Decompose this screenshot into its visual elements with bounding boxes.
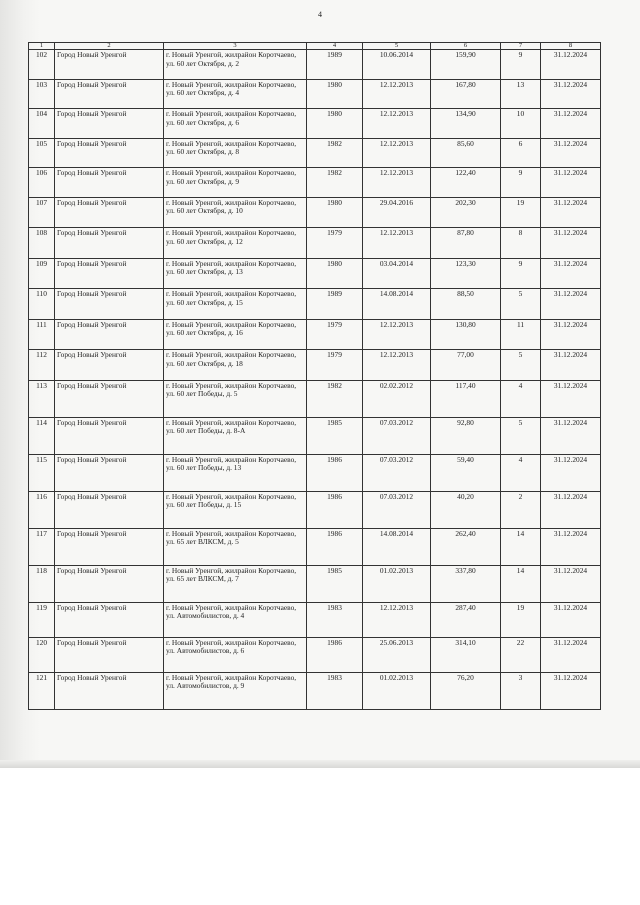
table-header-row [29, 43, 601, 50]
address-cell: г. Новый Уренгой, жилрайон Коротчаево, ул. 60 лет Октября, д. 12 [164, 228, 307, 259]
date-cell: 02.02.2012 [363, 380, 431, 417]
date-cell: 07.03.2012 [363, 491, 431, 528]
column-header: 2 [55, 43, 164, 50]
area-cell: 337,80 [431, 565, 501, 602]
table-row [29, 258, 601, 289]
row-number: 107 [29, 197, 55, 228]
address-cell: г. Новый Уренгой, жилрайон Коротчаево, ул. 60 лет Победы, д. 15 [164, 491, 307, 528]
row-number: 120 [29, 637, 55, 672]
column-header: 3 [164, 43, 307, 50]
year-cell: 1985 [307, 565, 363, 602]
scan-bottom-edge [0, 760, 640, 768]
deadline-cell: 31.12.2024 [541, 565, 601, 602]
municipality-cell: Город Новый Уренгой [55, 350, 164, 381]
row-number: 112 [29, 350, 55, 381]
table-row [29, 138, 601, 168]
row-number: 114 [29, 417, 55, 454]
date-cell: 07.03.2012 [363, 454, 431, 491]
area-cell: 40,20 [431, 491, 501, 528]
municipality-cell: Город Новый Уренгой [55, 565, 164, 602]
deadline-cell: 31.12.2024 [541, 637, 601, 672]
date-cell: 03.04.2014 [363, 258, 431, 289]
table-row [29, 672, 601, 709]
deadline-cell: 31.12.2024 [541, 454, 601, 491]
year-cell: 1982 [307, 380, 363, 417]
table-row [29, 454, 601, 491]
row-number: 115 [29, 454, 55, 491]
date-cell: 12.12.2013 [363, 168, 431, 198]
count-cell: 11 [501, 319, 541, 350]
count-cell: 13 [501, 79, 541, 109]
municipality-cell: Город Новый Уренгой [55, 79, 164, 109]
address-cell: г. Новый Уренгой, жилрайон Коротчаево, ул. 60 лет Октября, д. 4 [164, 79, 307, 109]
deadline-cell: 31.12.2024 [541, 79, 601, 109]
municipality-cell: Город Новый Уренгой [55, 258, 164, 289]
deadline-cell: 31.12.2024 [541, 289, 601, 320]
table-row [29, 350, 601, 381]
date-cell: 01.02.2013 [363, 565, 431, 602]
address-cell: г. Новый Уренгой, жилрайон Коротчаево, ул. 60 лет Победы, д. 13 [164, 454, 307, 491]
table-row [29, 491, 601, 528]
year-cell: 1979 [307, 319, 363, 350]
row-number: 118 [29, 565, 55, 602]
year-cell: 1983 [307, 672, 363, 709]
count-cell: 3 [501, 672, 541, 709]
year-cell: 1989 [307, 50, 363, 80]
table-row [29, 528, 601, 565]
date-cell: 12.12.2013 [363, 109, 431, 139]
date-cell: 14.08.2014 [363, 528, 431, 565]
count-cell: 4 [501, 454, 541, 491]
address-cell: г. Новый Уренгой, жилрайон Коротчаево, ул. 60 лет Октября, д. 2 [164, 50, 307, 80]
area-cell: 85,60 [431, 138, 501, 168]
row-number: 116 [29, 491, 55, 528]
area-cell: 314,10 [431, 637, 501, 672]
table-row [29, 168, 601, 198]
area-cell: 262,40 [431, 528, 501, 565]
year-cell: 1986 [307, 528, 363, 565]
address-cell: г. Новый Уренгой, жилрайон Коротчаево, ул. 60 лет Октября, д. 18 [164, 350, 307, 381]
municipality-cell: Город Новый Уренгой [55, 602, 164, 637]
area-cell: 287,40 [431, 602, 501, 637]
deadline-cell: 31.12.2024 [541, 672, 601, 709]
row-number: 121 [29, 672, 55, 709]
address-cell: г. Новый Уренгой, жилрайон Коротчаево, ул. 60 лет Октября, д. 13 [164, 258, 307, 289]
row-number: 105 [29, 138, 55, 168]
count-cell: 9 [501, 50, 541, 80]
date-cell: 25.06.2013 [363, 637, 431, 672]
column-header: 6 [431, 43, 501, 50]
address-cell: г. Новый Уренгой, жилрайон Коротчаево, ул. 65 лет ВЛКСМ, д. 5 [164, 528, 307, 565]
year-cell: 1979 [307, 350, 363, 381]
area-cell: 159,90 [431, 50, 501, 80]
municipality-cell: Город Новый Уренгой [55, 109, 164, 139]
municipality-cell: Город Новый Уренгой [55, 528, 164, 565]
year-cell: 1980 [307, 109, 363, 139]
address-cell: г. Новый Уренгой, жилрайон Коротчаево, ул. 60 лет Победы, д. 8-А [164, 417, 307, 454]
deadline-cell: 31.12.2024 [541, 109, 601, 139]
deadline-cell: 31.12.2024 [541, 602, 601, 637]
count-cell: 19 [501, 602, 541, 637]
municipality-cell: Город Новый Уренгой [55, 168, 164, 198]
address-cell: г. Новый Уренгой, жилрайон Коротчаево, ул. 65 лет ВЛКСМ, д. 7 [164, 565, 307, 602]
deadline-cell: 31.12.2024 [541, 319, 601, 350]
count-cell: 10 [501, 109, 541, 139]
table-row [29, 417, 601, 454]
table-row [29, 289, 601, 320]
municipality-cell: Город Новый Уренгой [55, 637, 164, 672]
count-cell: 6 [501, 138, 541, 168]
count-cell: 9 [501, 258, 541, 289]
row-number: 106 [29, 168, 55, 198]
year-cell: 1982 [307, 168, 363, 198]
address-cell: г. Новый Уренгой, жилрайон Коротчаево, ул. 60 лет Победы, д. 5 [164, 380, 307, 417]
area-cell: 202,30 [431, 197, 501, 228]
address-cell: г. Новый Уренгой, жилрайон Коротчаево, ул. 60 лет Октября, д. 8 [164, 138, 307, 168]
address-cell: г. Новый Уренгой, жилрайон Коротчаево, ул. 60 лет Октября, д. 16 [164, 319, 307, 350]
year-cell: 1986 [307, 491, 363, 528]
page-number: 4 [318, 10, 322, 19]
count-cell: 14 [501, 565, 541, 602]
date-cell: 01.02.2013 [363, 672, 431, 709]
year-cell: 1979 [307, 228, 363, 259]
year-cell: 1982 [307, 138, 363, 168]
row-number: 113 [29, 380, 55, 417]
year-cell: 1989 [307, 289, 363, 320]
municipality-cell: Город Новый Уренгой [55, 197, 164, 228]
area-cell: 123,30 [431, 258, 501, 289]
count-cell: 5 [501, 417, 541, 454]
municipality-cell: Город Новый Уренгой [55, 319, 164, 350]
municipality-cell: Город Новый Уренгой [55, 454, 164, 491]
count-cell: 5 [501, 350, 541, 381]
municipality-cell: Город Новый Уренгой [55, 50, 164, 80]
year-cell: 1983 [307, 602, 363, 637]
year-cell: 1985 [307, 417, 363, 454]
date-cell: 10.06.2014 [363, 50, 431, 80]
count-cell: 14 [501, 528, 541, 565]
area-cell: 130,80 [431, 319, 501, 350]
table-row [29, 565, 601, 602]
date-cell: 12.12.2013 [363, 138, 431, 168]
row-number: 111 [29, 319, 55, 350]
municipality-cell: Город Новый Уренгой [55, 138, 164, 168]
date-cell: 12.12.2013 [363, 79, 431, 109]
row-number: 110 [29, 289, 55, 320]
row-number: 119 [29, 602, 55, 637]
municipality-cell: Город Новый Уренгой [55, 672, 164, 709]
table-row [29, 602, 601, 637]
area-cell: 88,50 [431, 289, 501, 320]
deadline-cell: 31.12.2024 [541, 491, 601, 528]
date-cell: 12.12.2013 [363, 350, 431, 381]
area-cell: 167,80 [431, 79, 501, 109]
date-cell: 29.04.2016 [363, 197, 431, 228]
housing-registry-table [28, 42, 601, 710]
area-cell: 117,40 [431, 380, 501, 417]
row-number: 117 [29, 528, 55, 565]
table-row [29, 197, 601, 228]
municipality-cell: Город Новый Уренгой [55, 417, 164, 454]
address-cell: г. Новый Уренгой, жилрайон Коротчаево, ул. Автомобилистов, д. 6 [164, 637, 307, 672]
deadline-cell: 31.12.2024 [541, 168, 601, 198]
address-cell: г. Новый Уренгой, жилрайон Коротчаево, ул. 60 лет Октября, д. 15 [164, 289, 307, 320]
deadline-cell: 31.12.2024 [541, 380, 601, 417]
municipality-cell: Город Новый Уренгой [55, 491, 164, 528]
deadline-cell: 31.12.2024 [541, 258, 601, 289]
address-cell: г. Новый Уренгой, жилрайон Коротчаево, ул. Автомобилистов, д. 9 [164, 672, 307, 709]
municipality-cell: Город Новый Уренгой [55, 228, 164, 259]
table-row [29, 380, 601, 417]
year-cell: 1980 [307, 258, 363, 289]
area-cell: 87,80 [431, 228, 501, 259]
deadline-cell: 31.12.2024 [541, 417, 601, 454]
row-number: 109 [29, 258, 55, 289]
year-cell: 1986 [307, 454, 363, 491]
date-cell: 12.12.2013 [363, 319, 431, 350]
area-cell: 77,00 [431, 350, 501, 381]
year-cell: 1986 [307, 637, 363, 672]
table-row [29, 319, 601, 350]
row-number: 108 [29, 228, 55, 259]
deadline-cell: 31.12.2024 [541, 228, 601, 259]
year-cell: 1980 [307, 197, 363, 228]
table-row [29, 637, 601, 672]
row-number: 103 [29, 79, 55, 109]
deadline-cell: 31.12.2024 [541, 528, 601, 565]
column-header: 5 [363, 43, 431, 50]
table-row [29, 79, 601, 109]
area-cell: 122,40 [431, 168, 501, 198]
table-row [29, 228, 601, 259]
table-row [29, 50, 601, 80]
count-cell: 22 [501, 637, 541, 672]
address-cell: г. Новый Уренгой, жилрайон Коротчаево, ул. 60 лет Октября, д. 10 [164, 197, 307, 228]
column-header: 8 [541, 43, 601, 50]
address-cell: г. Новый Уренгой, жилрайон Коротчаево, ул. Автомобилистов, д. 4 [164, 602, 307, 637]
date-cell: 12.12.2013 [363, 602, 431, 637]
date-cell: 14.08.2014 [363, 289, 431, 320]
deadline-cell: 31.12.2024 [541, 197, 601, 228]
table-row [29, 109, 601, 139]
column-header: 7 [501, 43, 541, 50]
year-cell: 1980 [307, 79, 363, 109]
count-cell: 4 [501, 380, 541, 417]
date-cell: 07.03.2012 [363, 417, 431, 454]
municipality-cell: Город Новый Уренгой [55, 289, 164, 320]
deadline-cell: 31.12.2024 [541, 138, 601, 168]
row-number: 102 [29, 50, 55, 80]
deadline-cell: 31.12.2024 [541, 50, 601, 80]
area-cell: 92,80 [431, 417, 501, 454]
column-header: 4 [307, 43, 363, 50]
deadline-cell: 31.12.2024 [541, 350, 601, 381]
row-number: 104 [29, 109, 55, 139]
column-header: 1 [29, 43, 55, 50]
count-cell: 5 [501, 289, 541, 320]
area-cell: 59,40 [431, 454, 501, 491]
municipality-cell: Город Новый Уренгой [55, 380, 164, 417]
count-cell: 9 [501, 168, 541, 198]
date-cell: 12.12.2013 [363, 228, 431, 259]
count-cell: 19 [501, 197, 541, 228]
address-cell: г. Новый Уренгой, жилрайон Коротчаево, ул. 60 лет Октября, д. 6 [164, 109, 307, 139]
count-cell: 8 [501, 228, 541, 259]
count-cell: 2 [501, 491, 541, 528]
area-cell: 76,20 [431, 672, 501, 709]
area-cell: 134,90 [431, 109, 501, 139]
address-cell: г. Новый Уренгой, жилрайон Коротчаево, ул. 60 лет Октября, д. 9 [164, 168, 307, 198]
